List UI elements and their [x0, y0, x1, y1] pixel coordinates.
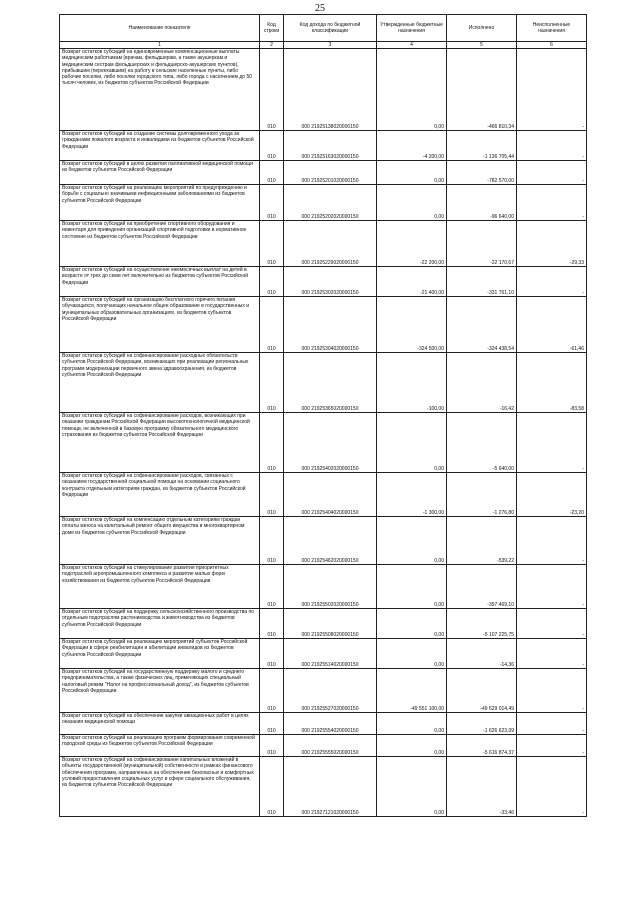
row-approved: 0,00	[377, 735, 447, 757]
header-kbk: Код дохода по бюджетной классификации	[284, 15, 377, 42]
column-number: 6	[517, 42, 587, 49]
row-name: Возврат остатков субсидий на государственную поддержку малого и среднего предпринимательства, а также физических лиц, применяющих специальный налоговый режим "Налог на профессиональный доход", из бюджетов субъектов Российской Федерации	[60, 669, 260, 713]
table-row	[60, 639, 587, 669]
row-code: 010	[260, 517, 284, 565]
row-executed: -782 570,00	[447, 161, 517, 185]
row-name: Возврат остатков субсидий на обеспечение закупки авиационных работ в целях оказания медицинской помощи	[60, 713, 260, 735]
row-name: Возврат остатков субсидий на софинансирование капитальных вложений в объекты государственной (муниципальной) собственности в рамках финансового обеспечения программ, направленных на обеспечение безопасных и комфортных условий предоставления социальных услуг в сфере социального обслуживания, из бюджетов субъектов Российской Федерации	[60, 757, 260, 817]
table-row	[60, 161, 587, 185]
row-approved: -100,00	[377, 353, 447, 413]
row-code: 010	[260, 267, 284, 297]
row-approved: 0,00	[377, 413, 447, 473]
row-name: Возврат остатков субсидий на стимулирование развития приоритетных подотраслей агропромышленного комплекса и развитие малых форм хозяйствования из бюджетов субъектов Российской Федерации	[60, 565, 260, 609]
row-approved: -4 200,00	[377, 131, 447, 161]
row-code: 010	[260, 565, 284, 609]
row-kbk: 000 21925138020000150	[284, 49, 377, 131]
row-executed: -1 276,80	[447, 473, 517, 517]
row-approved: 0,00	[377, 609, 447, 639]
row-unexecuted: -	[517, 713, 587, 735]
row-kbk: 000 21925202020000150	[284, 185, 377, 221]
row-unexecuted: -	[517, 565, 587, 609]
row-unexecuted: -	[517, 161, 587, 185]
row-unexecuted: -	[517, 413, 587, 473]
row-name: Возврат остатков субсидий на приобретение спортивного оборудования и инвентаря для приведения организаций спортивной подготовки в нормативное состояние из бюджетов субъектов Российской Федерации	[60, 221, 260, 267]
row-name: Возврат остатков субсидий на софинансирование расходов, связанных с оказанием государственной социальной помощи на основании социального контракта отдельным категориям граждан, из бюджетов субъектов Российской Федерации	[60, 473, 260, 517]
row-name: Возврат остатков субсидий на софинансирование расходных обязательств субъектов Российской Федерации, возникающих при реализации региональных программ модернизации первичного звена здравоохранения, из бюджетов субъектов Российской Федерации	[60, 353, 260, 413]
row-code: 010	[260, 297, 284, 353]
row-code: 010	[260, 735, 284, 757]
row-unexecuted: -	[517, 757, 587, 817]
row-name: Возврат остатков субсидий на единовременные компенсационные выплаты медицинским работникам (врачам, фельдшерам, а также акушеркам и медицинским сестрам фельдшерских и фельдшерско-акушерских пунктов), прибывшим (переехавшим) на работу в сельские населенные пункты, либо рабочие поселки, либо поселки городского типа, либо города с населением до 50 тысяч человек, из бюджетов субъектов Российской Федерации	[60, 49, 260, 131]
row-unexecuted: -	[517, 669, 587, 713]
row-code: 010	[260, 639, 284, 669]
row-executed: -5 107 225,75	[447, 609, 517, 639]
row-kbk: 000 21925302020000150	[284, 267, 377, 297]
row-code: 010	[260, 713, 284, 735]
row-executed: -331 761,10	[447, 267, 517, 297]
table-row	[60, 353, 587, 413]
row-approved: 0,00	[377, 517, 447, 565]
column-number: 5	[447, 42, 517, 49]
header-name: Наименование показателя	[60, 15, 260, 42]
row-approved: -1 300,00	[377, 473, 447, 517]
row-name: Возврат остатков субсидий на реализацию мероприятий субъектов Российской Федерации в сфере реабилитации и абилитации инвалидов из бюджетов субъектов Российской Федерации	[60, 639, 260, 669]
row-unexecuted: -	[517, 735, 587, 757]
table-row	[60, 757, 587, 817]
header-unexecuted: Неисполненные назначения	[517, 15, 587, 42]
table-row	[60, 221, 587, 267]
row-unexecuted: -	[517, 131, 587, 161]
row-kbk: 000 21925163020000150	[284, 131, 377, 161]
row-kbk: 000 21925229020000150	[284, 221, 377, 267]
page-number: 25	[315, 3, 325, 14]
table-row	[60, 713, 587, 735]
row-code: 010	[260, 161, 284, 185]
row-code: 010	[260, 221, 284, 267]
row-executed: -16,42	[447, 353, 517, 413]
row-executed: -22 170,67	[447, 221, 517, 267]
table-row	[60, 131, 587, 161]
row-executed: -1 136 705,44	[447, 131, 517, 161]
row-unexecuted: -23,20	[517, 473, 587, 517]
row-approved: 0,00	[377, 565, 447, 609]
row-kbk: 000 21925527020000150	[284, 669, 377, 713]
row-kbk: 000 21925508020000150	[284, 609, 377, 639]
header-row	[60, 15, 587, 42]
row-executed: -324 438,54	[447, 297, 517, 353]
row-kbk: 000 21925554020000150	[284, 713, 377, 735]
row-executed: -33,46	[447, 757, 517, 817]
row-unexecuted: -	[517, 185, 587, 221]
row-unexecuted: -	[517, 517, 587, 565]
row-code: 010	[260, 669, 284, 713]
row-approved: 0,00	[377, 713, 447, 735]
table-row	[60, 185, 587, 221]
row-unexecuted: -	[517, 609, 587, 639]
row-executed: -96 640,00	[447, 185, 517, 221]
row-code: 010	[260, 413, 284, 473]
row-executed: -397 469,10	[447, 565, 517, 609]
row-name: Возврат остатков субсидий на реализацию программ формирования современной городской среды из бюджетов субъектов Российской Федерации	[60, 735, 260, 757]
row-approved: 0,00	[377, 49, 447, 131]
table-row	[60, 735, 587, 757]
row-code: 010	[260, 185, 284, 221]
table-row	[60, 473, 587, 517]
row-name: Возврат остатков субсидий в целях развития паллиативной медицинской помощи из бюджетов субъектов Российской Федерации	[60, 161, 260, 185]
column-number: 2	[260, 42, 284, 49]
row-kbk: 000 21925555020000150	[284, 735, 377, 757]
row-name: Возврат остатков субсидий на организацию бесплатного горячего питания обучающихся, получающих начальное общее образование в государственных и муниципальных образовательных организациях, из бюджетов субъектов Российской Федерации	[60, 297, 260, 353]
row-kbk: 000 21925502020000150	[284, 565, 377, 609]
row-unexecuted: -83,58	[517, 353, 587, 413]
row-kbk: 000 21925514020000150	[284, 639, 377, 669]
table-row	[60, 267, 587, 297]
row-name: Возврат остатков субсидий на поддержку сельскохозяйственного производства по отдельным подотраслям растениеводства и животноводства из бюджетов субъектов Российской Федерации	[60, 609, 260, 639]
row-unexecuted: -	[517, 267, 587, 297]
column-number: 3	[284, 42, 377, 49]
row-code: 010	[260, 609, 284, 639]
row-kbk: 000 21925304020000150	[284, 297, 377, 353]
row-name: Возврат остатков субсидий на осуществление ежемесячных выплат на детей в возрасте от трех до семи лет включительно из бюджетов субъектов Российской Федерации	[60, 267, 260, 297]
row-kbk: 000 21925402020000150	[284, 413, 377, 473]
row-executed: -5 640,00	[447, 413, 517, 473]
row-kbk: 000 21925365020000150	[284, 353, 377, 413]
row-kbk: 000 21925462020000150	[284, 517, 377, 565]
row-approved: 0,00	[377, 757, 447, 817]
row-unexecuted: -29,33	[517, 221, 587, 267]
row-code: 010	[260, 49, 284, 131]
row-approved: 0,00	[377, 161, 447, 185]
table-row	[60, 297, 587, 353]
row-executed: -1 626 623,09	[447, 713, 517, 735]
table-row	[60, 49, 587, 131]
row-approved: -22 200,00	[377, 221, 447, 267]
table-row	[60, 413, 587, 473]
row-unexecuted: -	[517, 49, 587, 131]
row-approved: -21 400,00	[377, 267, 447, 297]
row-unexecuted: -	[517, 639, 587, 669]
row-kbk: 000 21927121020000150	[284, 757, 377, 817]
row-executed: -466 810,34	[447, 49, 517, 131]
row-code: 010	[260, 757, 284, 817]
header-code: Код строки	[260, 15, 284, 42]
header-executed: Исполнено	[447, 15, 517, 42]
row-name: Возврат остатков субсидий на реализацию мероприятий по предупреждению и борьбе с социально значимыми инфекционными заболеваниями из бюджетов субъектов Российской Федерации	[60, 185, 260, 221]
row-approved: -324 500,00	[377, 297, 447, 353]
row-approved: 0,00	[377, 639, 447, 669]
row-code: 010	[260, 131, 284, 161]
row-kbk: 000 21925201020000150	[284, 161, 377, 185]
table-row	[60, 565, 587, 609]
row-code: 010	[260, 473, 284, 517]
table-row	[60, 517, 587, 565]
column-number-row	[60, 42, 587, 49]
column-number: 4	[377, 42, 447, 49]
column-number: 1	[60, 42, 260, 49]
row-unexecuted: -61,46	[517, 297, 587, 353]
row-approved: 0,00	[377, 185, 447, 221]
header-approved: Утвержденные бюджетные назначения	[377, 15, 447, 42]
table-row	[60, 669, 587, 713]
row-kbk: 000 21925404020000150	[284, 473, 377, 517]
row-code: 010	[260, 353, 284, 413]
row-approved: -49 551 100,00	[377, 669, 447, 713]
row-name: Возврат остатков субсидий на софинансирование расходов, возникающих при оказании гражданам Российской Федерации высокотехнологичной медицинской помощи, не включенной в базовую программу обязательного медицинского страхования из бюджетов субъектов Российской Федерации	[60, 413, 260, 473]
row-executed: -49 629 014,49	[447, 669, 517, 713]
row-executed: -539,22	[447, 517, 517, 565]
table-row	[60, 609, 587, 639]
row-executed: -14,36	[447, 639, 517, 669]
row-executed: -5 616 874,37	[447, 735, 517, 757]
row-name: Возврат остатков субсидий на компенсацию отдельным категориям граждан оплаты взноса на капитальный ремонт общего имущества в многоквартирном доме из бюджетов субъектов Российской Федерации	[60, 517, 260, 565]
row-name: Возврат остатков субсидий на создание системы долговременного ухода за гражданами пожилого возраста и инвалидами из бюджетов субъектов Российской Федерации	[60, 131, 260, 161]
budget-execution-table	[59, 14, 587, 817]
